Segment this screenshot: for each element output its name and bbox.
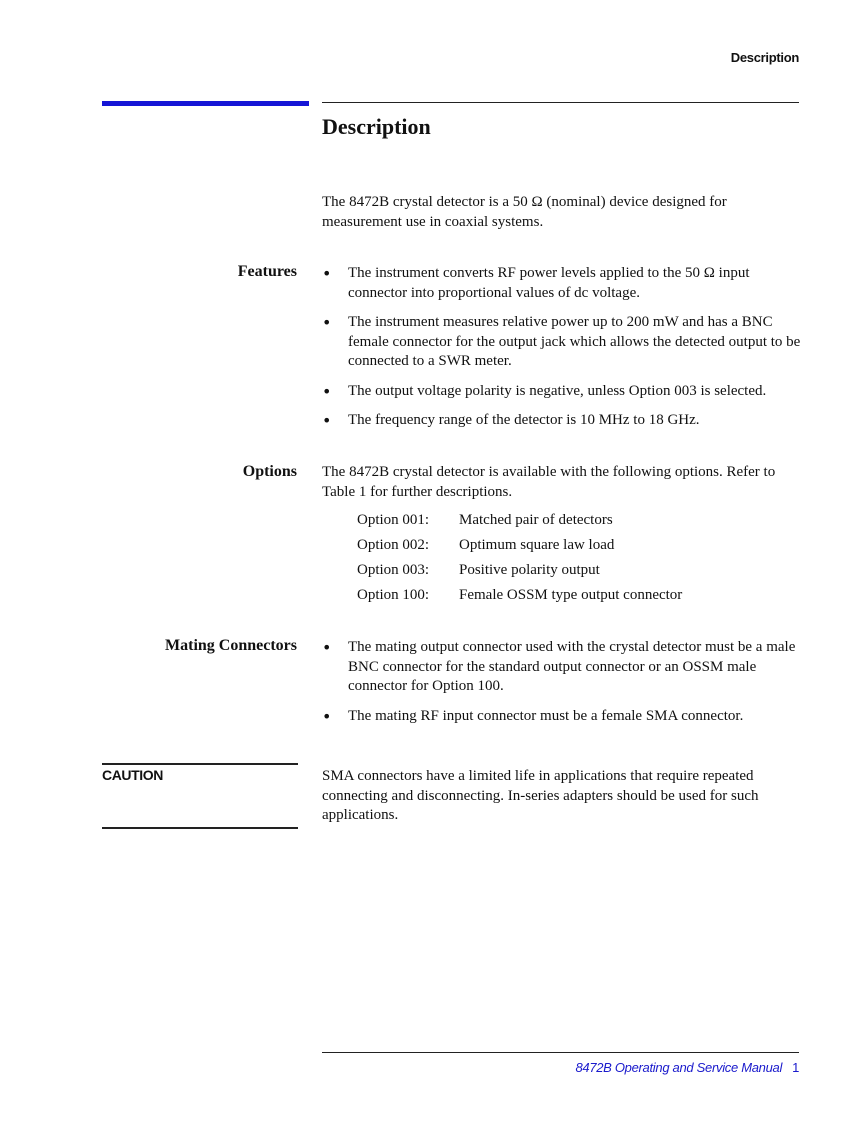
mating-connectors-list (322, 638, 802, 736)
running-header: Description (730, 50, 799, 65)
option-description: Female OSSM type output connector (459, 587, 683, 603)
bullet-icon: • (322, 313, 332, 332)
option-code: Option 003: (357, 562, 430, 578)
feature-text: The instrument converts RF power levels applied to the 50 Ω input connector into proportional values of dc voltage. (348, 265, 750, 301)
list-item (322, 638, 802, 697)
list-item (322, 382, 802, 402)
caution-rule-top (102, 763, 298, 765)
bullet-icon: • (322, 381, 332, 401)
options-table (357, 512, 682, 612)
table-row (357, 587, 682, 612)
intro-paragraph: The 8472B crystal detector is a 50 Ω (nominal) device designed for measurement use in coaxial systems. (322, 194, 727, 230)
title-rule (322, 102, 799, 103)
manual-title: 8472B Operating and Service Manual (575, 1060, 783, 1075)
table-row (357, 512, 682, 537)
option-description: Optimum square law load (459, 537, 615, 553)
footer-rule (322, 1052, 799, 1053)
list-item (322, 411, 802, 431)
feature-text: The frequency range of the detector is 10 MHz to 18 GHz. (348, 412, 700, 428)
bullet-icon: • (322, 264, 332, 283)
bullet-icon: • (322, 706, 332, 726)
bullet-icon: • (322, 411, 332, 430)
option-code: Option 002: (357, 537, 430, 553)
list-item (322, 264, 802, 303)
list-item (322, 313, 802, 372)
caution-rule-bottom (102, 827, 298, 829)
features-list (322, 264, 802, 441)
list-item (322, 707, 802, 727)
mating-text: The mating output connector used with the crystal detector must be a male BNC connector for the standard output connector or an OSSM male connector for Option 100. (348, 639, 796, 694)
options-heading: Options (242, 463, 297, 480)
page-footer (575, 1060, 799, 1075)
features-heading: Features (237, 263, 297, 280)
options-intro: The 8472B crystal detector is available with the following options. Refer to Table 1 for further descriptions. (322, 464, 776, 500)
caution-label: CAUTION (102, 767, 163, 783)
caution-text: SMA connectors have a limited life in applications that require repeated connecting and disconnecting. In-series adapters should be used for such applications. (322, 768, 759, 823)
table-row (357, 562, 682, 587)
option-code: Option 001: (357, 512, 430, 528)
option-description: Matched pair of detectors (459, 512, 613, 528)
option-description: Positive polarity output (459, 562, 600, 578)
feature-text: The instrument measures relative power up to 200 mW and has a BNC female connector for the output jack which allows the detected output to be connected to a SWR meter. (348, 314, 801, 369)
page-title: Description (322, 114, 431, 139)
section-accent-bar (102, 101, 309, 106)
mating-connectors-heading: Mating Connectors (165, 637, 297, 654)
feature-text: The output voltage polarity is negative, unless Option 003 is selected. (348, 382, 767, 399)
mating-text: The mating RF input connector must be a female SMA connector. (348, 707, 744, 724)
bullet-icon: • (322, 638, 332, 657)
page-number: 1 (792, 1060, 799, 1075)
table-row (357, 537, 682, 562)
option-code: Option 100: (357, 587, 430, 603)
